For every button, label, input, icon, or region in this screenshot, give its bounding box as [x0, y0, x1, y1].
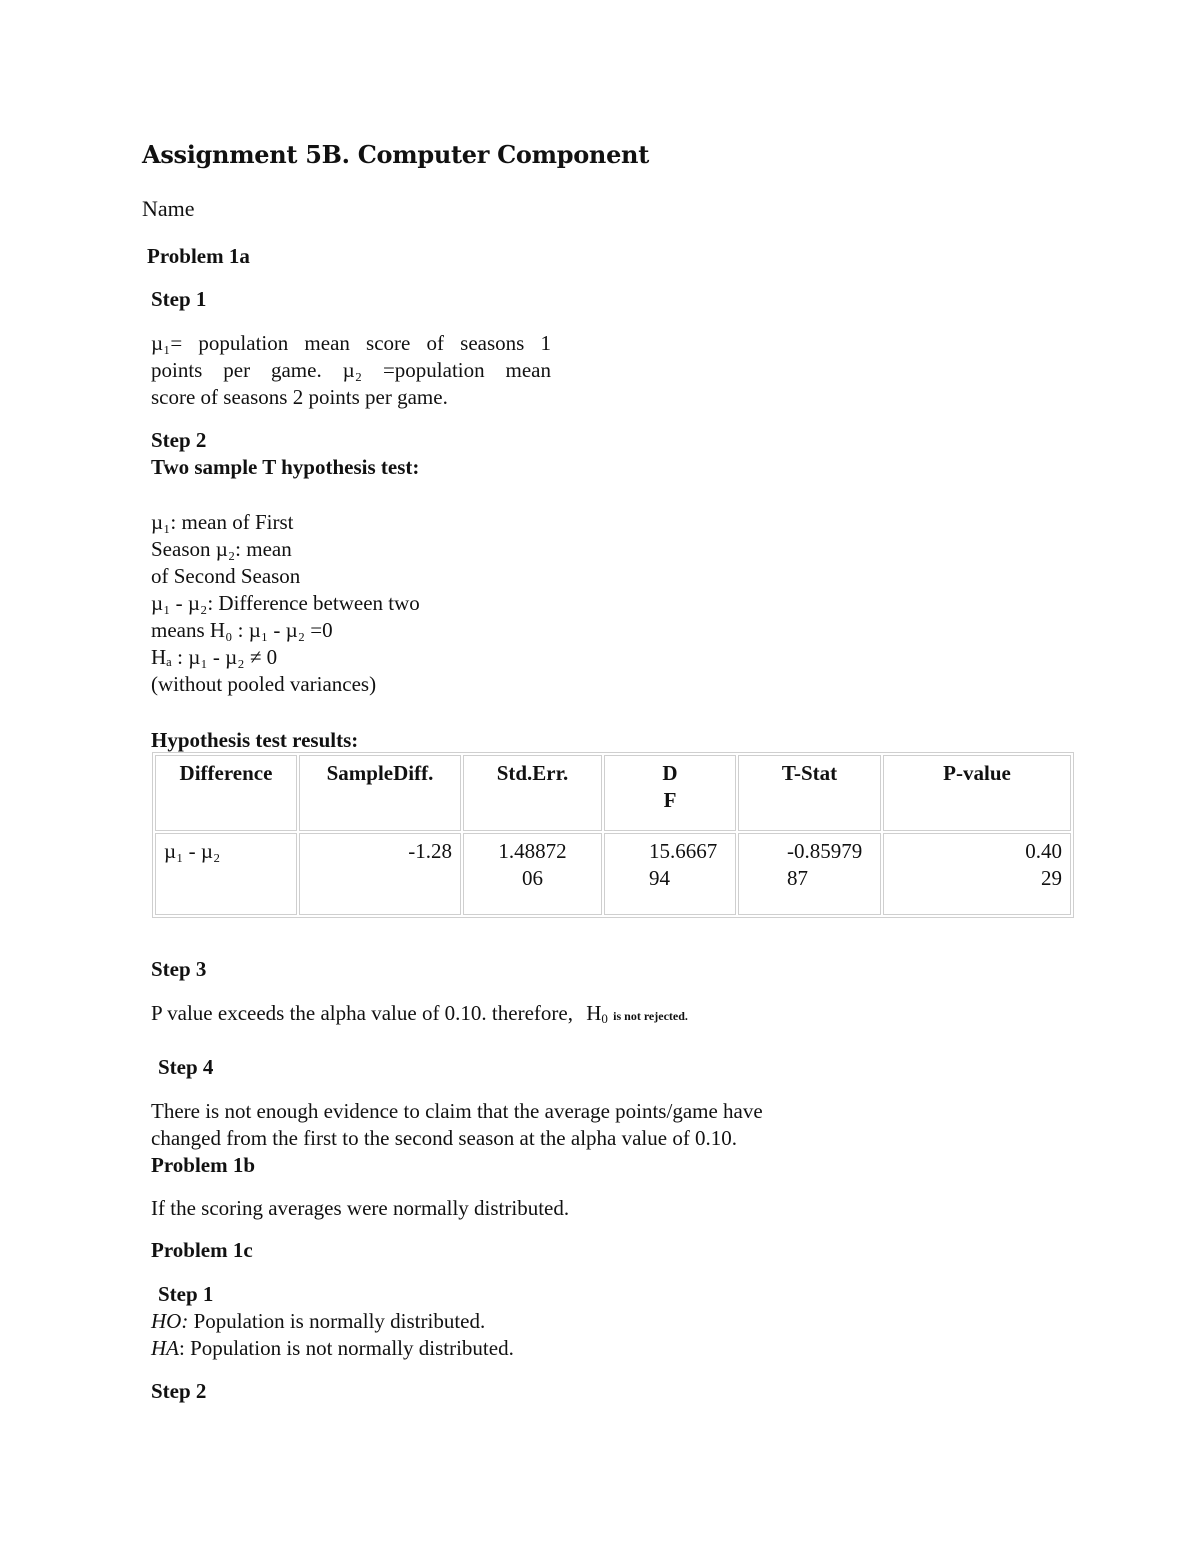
cell-pvalue: 0.4029 — [883, 833, 1071, 915]
problem-1c-heading: Problem 1c — [151, 1238, 253, 1262]
hyp-line: means H₀ : µ₁ - µ₂ =0 — [151, 618, 333, 642]
cell-tstat: -0.8597987 — [738, 833, 881, 915]
step3-text: P value exceeds the alpha value of 0.10. therefore, — [151, 1001, 573, 1025]
ha-text: : Population is not normally distributed. — [179, 1336, 514, 1360]
not-rejected-text: is not rejected. — [613, 1009, 688, 1023]
problem-1b-text: If the scoring averages were normally distributed. — [151, 1196, 570, 1220]
cell-samplediff: -1.28 — [299, 833, 461, 915]
p1a-step1-definitions — [151, 330, 551, 411]
hyp-line: of Second Season — [151, 564, 301, 588]
p1c-step2-heading: Step 2 — [151, 1379, 207, 1403]
p1c-h0-line — [151, 1308, 514, 1335]
col-header-pvalue: P-value — [883, 755, 1071, 831]
p1a-step1-line2: points per game. µ₂ =population mean — [151, 358, 551, 382]
cell-df: 15.666794 — [604, 833, 736, 915]
problem-1a-heading: Problem 1a — [147, 244, 250, 268]
results-heading: Hypothesis test results: — [151, 728, 359, 752]
hyp-line: µ₁: mean of First — [151, 510, 294, 534]
p1a-step3-heading: Step 3 — [151, 957, 207, 981]
h0-label: HO: — [151, 1309, 189, 1333]
step4-line1: There is not enough evidence to claim that the average points/game have — [151, 1099, 763, 1123]
h0-symbol: H — [586, 1001, 602, 1025]
problem-1b-heading: Problem 1b — [151, 1153, 256, 1177]
cell-difference: µ₁ - µ₂ — [155, 833, 297, 915]
p1c-step1-heading: Step 1 — [158, 1282, 214, 1306]
p1a-step1-line1: µ₁= population mean score of seasons 1 — [151, 331, 551, 355]
hyp-line: Season µ₂: mean — [151, 537, 292, 561]
cell-stderr: 1.4887206 — [463, 833, 602, 915]
p1a-step1-heading: Step 1 — [151, 287, 207, 311]
col-header-tstat: T-Stat — [738, 755, 881, 831]
col-header-difference: Difference — [155, 755, 297, 831]
p1c-step1-hypotheses — [151, 1308, 514, 1362]
p1a-step2-subheading: Two sample T hypothesis test: — [151, 455, 420, 479]
page-title: Assignment 5B. Computer Component — [142, 140, 649, 169]
p1c-ha-line — [151, 1335, 514, 1362]
p1a-step1-line3: score of seasons 2 points per game. — [151, 385, 448, 409]
table-header-row — [155, 755, 1071, 831]
hyp-line: µ₁ - µ₂: Difference between two — [151, 591, 420, 615]
p1a-step4-heading: Step 4 — [158, 1055, 214, 1079]
p1a-step4-text — [151, 1098, 763, 1152]
table-row — [155, 833, 1071, 915]
ha-label: HA — [151, 1336, 179, 1360]
h0-subscript: 0 — [601, 1011, 608, 1026]
name-label: Name — [142, 196, 195, 221]
step4-line2: changed from the first to the second season at the alpha value of 0.10. — [151, 1126, 738, 1150]
p1a-step3-conclusion — [151, 1001, 688, 1026]
hyp-line: Hₐ : µ₁ - µ₂ ≠ 0 — [151, 645, 278, 669]
col-header-samplediff: SampleDiff. — [299, 755, 461, 831]
results-table — [152, 752, 1074, 918]
hyp-line: (without pooled variances) — [151, 672, 377, 696]
p1a-step2-hypotheses — [151, 509, 420, 698]
p1a-step2-heading: Step 2 — [151, 428, 207, 452]
h0-text: Population is normally distributed. — [188, 1309, 486, 1333]
col-header-stderr: Std.Err. — [463, 755, 602, 831]
col-header-df: DF — [604, 755, 736, 831]
